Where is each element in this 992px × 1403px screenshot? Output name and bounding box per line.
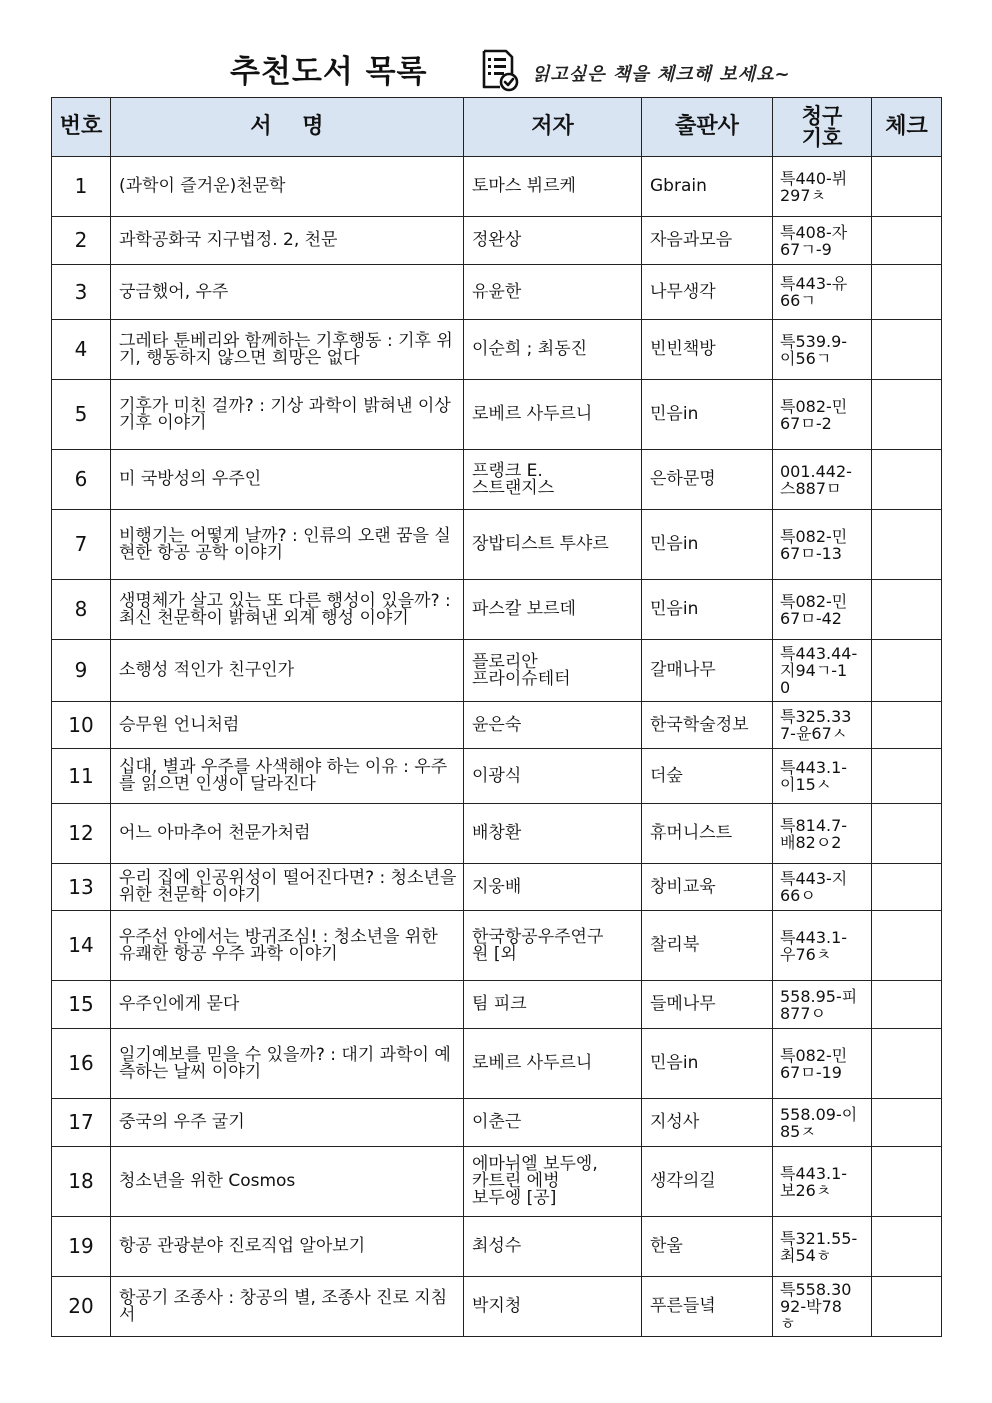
book-publisher: 푸른들녘 bbox=[642, 1277, 773, 1337]
table-row bbox=[52, 1217, 942, 1277]
table-row bbox=[52, 380, 942, 450]
book-title: 중국의 우주 굴기 bbox=[111, 1099, 464, 1147]
book-publisher: 찰리북 bbox=[642, 911, 773, 981]
row-number: 15 bbox=[52, 981, 111, 1029]
book-title: 어느 아마추어 천문가처럼 bbox=[111, 804, 464, 864]
book-title: 미 국방성의 우주인 bbox=[111, 450, 464, 510]
book-call-number: 특443.44- 지94ㄱ-1 0 bbox=[773, 640, 872, 702]
book-publisher: 더숲 bbox=[642, 749, 773, 804]
book-call-number: 특443-유 66ㄱ bbox=[773, 265, 872, 320]
table-row bbox=[52, 1277, 942, 1337]
table-row bbox=[52, 265, 942, 320]
header-call-no: 청구 기호 bbox=[773, 98, 872, 157]
book-call-number: 특539.9- 이56ㄱ bbox=[773, 320, 872, 380]
table-row bbox=[52, 864, 942, 911]
table-row bbox=[52, 804, 942, 864]
book-publisher: 지성사 bbox=[642, 1099, 773, 1147]
check-cell[interactable] bbox=[872, 1277, 942, 1337]
row-number: 19 bbox=[52, 1217, 111, 1277]
book-call-number: 558.09-이 85ㅈ bbox=[773, 1099, 872, 1147]
check-cell[interactable] bbox=[872, 1217, 942, 1277]
check-cell[interactable] bbox=[872, 157, 942, 217]
book-title: 승무원 언니처럼 bbox=[111, 702, 464, 749]
row-number: 4 bbox=[52, 320, 111, 380]
book-call-number: 특814.7- 배82ㅇ2 bbox=[773, 804, 872, 864]
book-publisher: 은하문명 bbox=[642, 450, 773, 510]
check-cell[interactable] bbox=[872, 640, 942, 702]
book-call-number: 특440-뷔 297ㅊ bbox=[773, 157, 872, 217]
row-number: 11 bbox=[52, 749, 111, 804]
table-row bbox=[52, 911, 942, 981]
book-author: 팀 피크 bbox=[464, 981, 642, 1029]
book-call-number: 특443.1- 이15ㅅ bbox=[773, 749, 872, 804]
book-author: 윤은숙 bbox=[464, 702, 642, 749]
page-title: 추천도서 목록 bbox=[230, 54, 428, 90]
book-author: 프랭크 E. 스트랜지스 bbox=[464, 450, 642, 510]
table-row bbox=[52, 702, 942, 749]
header-author: 저자 bbox=[464, 98, 642, 157]
checklist-document-icon bbox=[478, 48, 520, 92]
book-title: 생명체가 살고 있는 또 다른 행성이 있을까? : 최신 천문학이 밝혀낸 외계 행성 이야기 bbox=[111, 580, 464, 640]
book-title: 우주인에게 묻다 bbox=[111, 981, 464, 1029]
check-cell[interactable] bbox=[872, 749, 942, 804]
book-title: 우주선 안에서는 방귀조심! : 청소년을 위한 유쾌한 항공 우주 과학 이야기 bbox=[111, 911, 464, 981]
table-row bbox=[52, 450, 942, 510]
book-author: 플로리안 프라이슈테터 bbox=[464, 640, 642, 702]
check-cell[interactable] bbox=[872, 217, 942, 265]
book-title: 일기예보를 믿을 수 있을까? : 대기 과학이 예측하는 날씨 이야기 bbox=[111, 1029, 464, 1099]
row-number: 5 bbox=[52, 380, 111, 450]
book-call-number: 특408-자 67ㄱ-9 bbox=[773, 217, 872, 265]
book-author: 배창환 bbox=[464, 804, 642, 864]
book-author: 로베르 사두르니 bbox=[464, 1029, 642, 1099]
row-number: 7 bbox=[52, 510, 111, 580]
book-title: 궁금했어, 우주 bbox=[111, 265, 464, 320]
row-number: 18 bbox=[52, 1147, 111, 1217]
book-author: 한국항공우주연구 원 [외 bbox=[464, 911, 642, 981]
book-publisher: 빈빈책방 bbox=[642, 320, 773, 380]
book-title: (과학이 즐거운)천문학 bbox=[111, 157, 464, 217]
row-number: 16 bbox=[52, 1029, 111, 1099]
table-row bbox=[52, 580, 942, 640]
check-cell[interactable] bbox=[872, 702, 942, 749]
book-author: 이순희 ; 최동진 bbox=[464, 320, 642, 380]
book-title: 항공 관광분야 진로직업 알아보기 bbox=[111, 1217, 464, 1277]
check-cell[interactable] bbox=[872, 1147, 942, 1217]
book-author: 이광식 bbox=[464, 749, 642, 804]
header-publisher: 출판사 bbox=[642, 98, 773, 157]
book-author: 박지청 bbox=[464, 1277, 642, 1337]
book-publisher: 휴머니스트 bbox=[642, 804, 773, 864]
page-subtitle: 읽고싶은 책을 체크해 보세요~ bbox=[532, 64, 791, 85]
book-publisher: 한울 bbox=[642, 1217, 773, 1277]
book-publisher: 민음in bbox=[642, 380, 773, 450]
book-publisher: 창비교육 bbox=[642, 864, 773, 911]
row-number: 3 bbox=[52, 265, 111, 320]
header-check: 체크 bbox=[872, 98, 942, 157]
book-author: 유윤한 bbox=[464, 265, 642, 320]
book-call-number: 001.442- 스887ㅁ bbox=[773, 450, 872, 510]
book-title: 항공기 조종사 : 창공의 별, 조종사 진로 지침서 bbox=[111, 1277, 464, 1337]
check-cell[interactable] bbox=[872, 864, 942, 911]
book-title: 과학공화국 지구법정. 2, 천문 bbox=[111, 217, 464, 265]
row-number: 17 bbox=[52, 1099, 111, 1147]
check-cell[interactable] bbox=[872, 911, 942, 981]
book-call-number: 특082-민 67ㅁ-13 bbox=[773, 510, 872, 580]
book-publisher: 나무생각 bbox=[642, 265, 773, 320]
table-row bbox=[52, 1147, 942, 1217]
row-number: 12 bbox=[52, 804, 111, 864]
book-title: 비행기는 어떻게 날까? : 인류의 오랜 꿈을 실현한 항공 공학 이야기 bbox=[111, 510, 464, 580]
book-author: 로베르 사두르니 bbox=[464, 380, 642, 450]
book-author: 최성수 bbox=[464, 1217, 642, 1277]
book-publisher: Gbrain bbox=[642, 157, 773, 217]
check-cell[interactable] bbox=[872, 1099, 942, 1147]
book-author: 정완상 bbox=[464, 217, 642, 265]
book-author: 토마스 뷔르케 bbox=[464, 157, 642, 217]
check-cell[interactable] bbox=[872, 380, 942, 450]
book-title: 청소년을 위한 Cosmos bbox=[111, 1147, 464, 1217]
check-cell[interactable] bbox=[872, 450, 942, 510]
check-cell[interactable] bbox=[872, 804, 942, 864]
header-no: 번호 bbox=[52, 98, 111, 157]
table-row bbox=[52, 1099, 942, 1147]
book-author: 에마뉘엘 보두엥, 카트린 에벙 보두엥 [공] bbox=[464, 1147, 642, 1217]
table-row bbox=[52, 1029, 942, 1099]
book-call-number: 558.95-피 877ㅇ bbox=[773, 981, 872, 1029]
book-publisher: 민음in bbox=[642, 580, 773, 640]
check-cell[interactable] bbox=[872, 265, 942, 320]
table-row bbox=[52, 640, 942, 702]
row-number: 9 bbox=[52, 640, 111, 702]
table-row bbox=[52, 217, 942, 265]
book-publisher: 갈매나무 bbox=[642, 640, 773, 702]
row-number: 10 bbox=[52, 702, 111, 749]
row-number: 20 bbox=[52, 1277, 111, 1337]
book-call-number: 특321.55- 최54ㅎ bbox=[773, 1217, 872, 1277]
book-author: 지웅배 bbox=[464, 864, 642, 911]
book-call-number: 특082-민 67ㅁ-2 bbox=[773, 380, 872, 450]
row-number: 2 bbox=[52, 217, 111, 265]
book-author: 이춘근 bbox=[464, 1099, 642, 1147]
table-row bbox=[52, 510, 942, 580]
title-row bbox=[0, 40, 992, 100]
book-call-number: 특325.33 7-윤67ㅅ bbox=[773, 702, 872, 749]
book-call-number: 특443-지 66ㅇ bbox=[773, 864, 872, 911]
book-title: 우리 집에 인공위성이 떨어진다면? : 청소년을 위한 천문학 이야기 bbox=[111, 864, 464, 911]
check-cell[interactable] bbox=[872, 510, 942, 580]
row-number: 8 bbox=[52, 580, 111, 640]
book-publisher: 생각의길 bbox=[642, 1147, 773, 1217]
book-publisher: 민음in bbox=[642, 1029, 773, 1099]
book-title: 십대, 별과 우주를 사색해야 하는 이유 : 우주를 읽으면 인생이 달라진다 bbox=[111, 749, 464, 804]
book-title: 그레타 툰베리와 함께하는 기후행동 : 기후 위기, 행동하지 않으면 희망은 없다 bbox=[111, 320, 464, 380]
table-row bbox=[52, 749, 942, 804]
header-title: 서 명 bbox=[111, 98, 464, 157]
book-publisher: 한국학술정보 bbox=[642, 702, 773, 749]
check-cell[interactable] bbox=[872, 580, 942, 640]
book-call-number: 특558.30 92-박78 ㅎ bbox=[773, 1277, 872, 1337]
table-row bbox=[52, 157, 942, 217]
check-cell[interactable] bbox=[872, 981, 942, 1029]
book-call-number: 특082-민 67ㅁ-42 bbox=[773, 580, 872, 640]
check-cell[interactable] bbox=[872, 1029, 942, 1099]
book-author: 파스칼 보르데 bbox=[464, 580, 642, 640]
book-publisher: 자음과모음 bbox=[642, 217, 773, 265]
book-author: 장밥티스트 투샤르 bbox=[464, 510, 642, 580]
book-call-number: 특443.1- 우76ㅊ bbox=[773, 911, 872, 981]
book-title: 기후가 미친 걸까? : 기상 과학이 밝혀낸 이상 기후 이야기 bbox=[111, 380, 464, 450]
row-number: 1 bbox=[52, 157, 111, 217]
table-row bbox=[52, 320, 942, 380]
table-header-row bbox=[52, 98, 942, 157]
table-row bbox=[52, 981, 942, 1029]
row-number: 14 bbox=[52, 911, 111, 981]
book-publisher: 민음in bbox=[642, 510, 773, 580]
book-title: 소행성 적인가 친구인가 bbox=[111, 640, 464, 702]
check-cell[interactable] bbox=[872, 320, 942, 380]
row-number: 6 bbox=[52, 450, 111, 510]
book-call-number: 특443.1- 보26ㅊ bbox=[773, 1147, 872, 1217]
book-list-table bbox=[51, 97, 942, 1337]
row-number: 13 bbox=[52, 864, 111, 911]
book-call-number: 특082-민 67ㅁ-19 bbox=[773, 1029, 872, 1099]
book-publisher: 들메나무 bbox=[642, 981, 773, 1029]
